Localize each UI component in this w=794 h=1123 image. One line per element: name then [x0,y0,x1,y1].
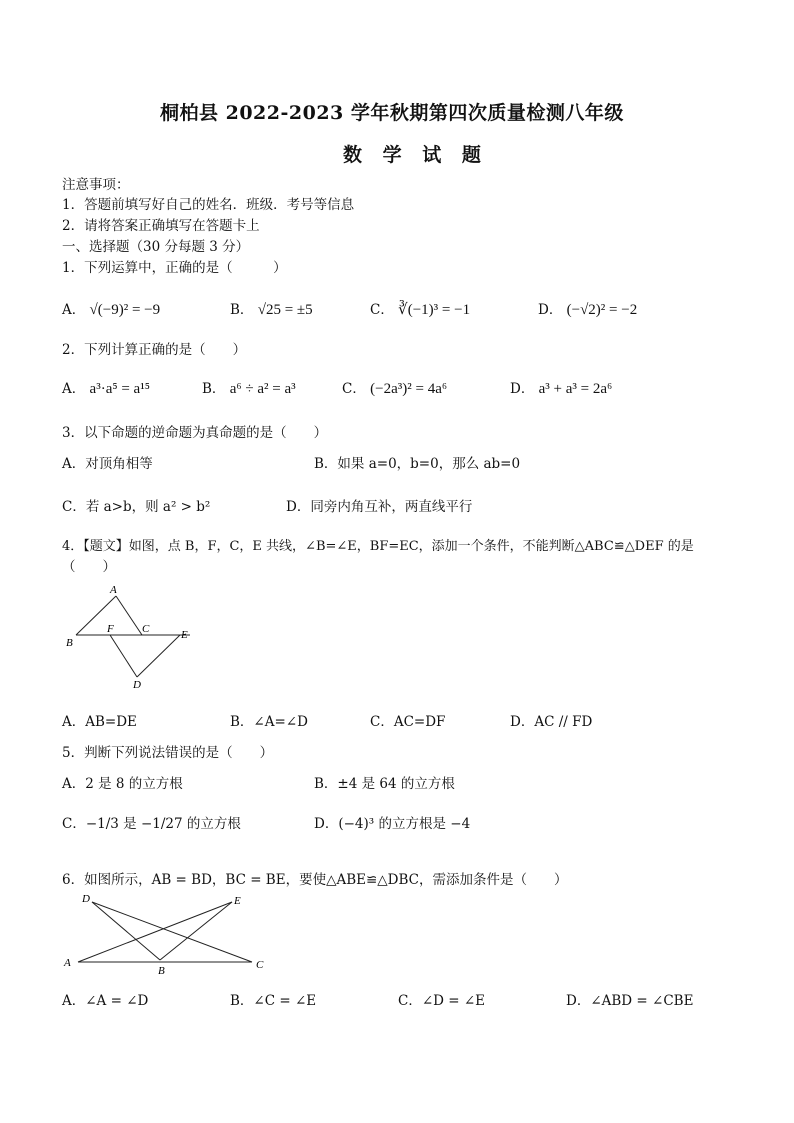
q3-option-b: B．如果 a=0，b=0，那么 ab=0 [314,456,521,472]
q1-option-c [370,298,470,319]
q1-option-a-label: A． [62,302,86,318]
q2-option-c-label: C． [342,381,366,397]
q3-option-d: D．同旁内角互补，两直线平行 [286,499,473,515]
q5-option-c: C．−1/3 是 −1/27 的立方根 [62,816,241,832]
q4-label-c: C [142,623,150,635]
q5-option-a: A．2 是 8 的立方根 [62,776,183,792]
q2-option-c-math: (−2a³)² = 4a⁶ [370,381,448,397]
q6-figure [60,890,280,980]
q4-label-a: A [110,584,117,596]
q4-option-a: A．AB=DE [62,714,137,730]
q6-label-c: C [256,959,264,971]
q2-option-a [62,377,150,398]
q4-label-e: E [181,629,188,641]
q3-option-a: A．对顶角相等 [62,456,153,472]
q4-option-b: B．∠A=∠D [230,714,308,730]
q6-label-b: B [158,965,165,977]
q6-option-b: B．∠C = ∠E [230,993,317,1009]
q1-option-a [62,298,160,319]
q6-label-e: E [234,895,241,907]
q1-option-c-label: C． [370,302,394,318]
q6-option-a: A．∠A = ∠D [62,993,149,1009]
question-4-stem: 4．【题文】如图，点 B，F，C，E 共线，∠B=∠E，BF=EC，添加一个条件，不能判断△ABC≌△DEF 的是 [62,539,694,554]
q4-label-d: D [133,679,141,690]
q1-option-c-math: ∛(−1)³ = −1 [398,302,471,318]
question-5-stem: 5．判断下列说法错误的是（ ） [62,745,274,761]
question-2-stem: 2．下列计算正确的是（ ） [62,342,247,358]
q2-option-b [202,377,296,398]
q6-option-c: C．∠D = ∠E [398,993,486,1009]
q2-option-b-label: B． [202,381,226,397]
notes-heading: 注意事项： [62,177,130,193]
q1-option-d [538,298,637,319]
q1-option-b [230,298,313,319]
q3-option-c: C．若 a>b，则 a² > b² [62,499,211,515]
q4-label-f: F [107,623,114,635]
q4-option-d: D．AC // FD [510,714,593,730]
q2-option-a-math: a³·a⁵ = a¹⁵ [89,381,150,397]
q4-option-c: C．AC=DF [370,714,446,730]
q2-option-d-label: D． [510,381,535,397]
notes-item-1: 1．答题前填写好自己的姓名．班级．考号等信息 [62,197,355,213]
q2-option-d-math: a³ + a³ = 2a⁶ [538,381,613,397]
q6-label-a: A [64,957,71,969]
question-3-stem: 3．以下命题的逆命题为真命题的是（ ） [62,425,328,441]
page-title: 桐柏县 2022-2023 学年秋期第四次质量检测八年级 [160,102,624,124]
q2-option-c [342,377,447,398]
question-6-stem: 6．如图所示，AB = BD，BC = BE，要使△ABE≌△DBC，需添加条件是（ ） [62,872,568,888]
q4-figure [60,580,200,690]
q1-option-d-label: D． [538,302,563,318]
q6-option-d: D．∠ABD = ∠CBE [566,993,694,1009]
q5-option-b: B．±4 是 64 的立方根 [314,776,455,792]
q1-option-a-math: √(−9)² = −9 [89,302,161,318]
q4-label-b: B [66,637,73,649]
q1-option-b-label: B． [230,302,254,318]
q2-option-a-label: A． [62,381,86,397]
q1-option-b-math: √25 = ±5 [257,302,313,318]
section-heading: 一、选择题（30 分每题 3 分） [62,239,250,255]
q5-option-d: D．(−4)³ 的立方根是 −4 [314,816,471,832]
q2-option-d [510,377,612,398]
q6-label-d: D [82,893,90,905]
q1-option-d-math: (−√2)² = −2 [566,302,638,318]
q2-option-b-math: a⁶ ÷ a² = a³ [229,381,296,397]
notes-item-2: 2．请将答案正确填写在答题卡上 [62,218,260,234]
page-subtitle: 数 学 试 题 [343,144,488,166]
question-1-stem: 1．下列运算中，正确的是（ ） [62,260,287,276]
question-4-stem-cont: （ ） [62,559,116,575]
